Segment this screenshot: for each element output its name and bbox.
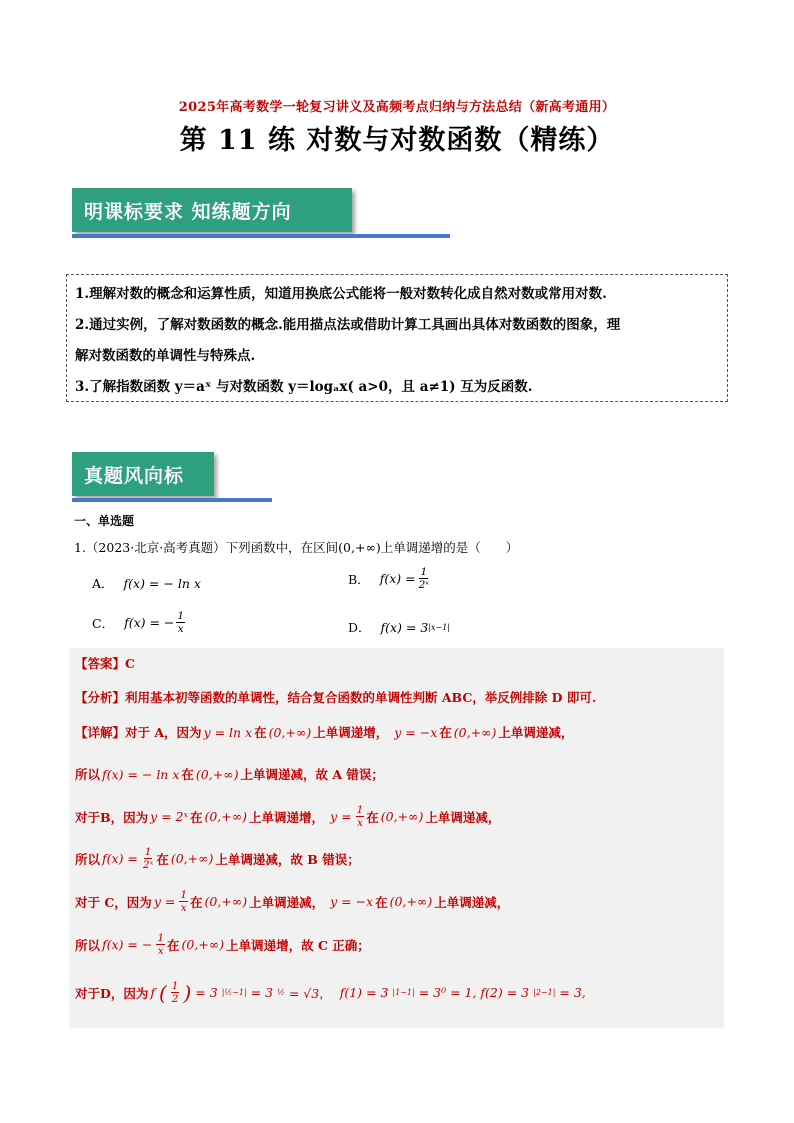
question-type-heading: 一、单选题: [74, 514, 135, 528]
requirement-item-3: 3.了解指数函数 y＝aˣ 与对数函数 y＝logₐx( a>0，且 a≠1) 互为反函数.: [75, 379, 533, 395]
section-banner-real-questions: 真题风向标: [72, 452, 214, 496]
fraction: $\frac{1}{\text{2ˣ}}$: [418, 566, 429, 591]
solution-panel: [69, 648, 724, 1028]
detail-line-4: 所以 f(x) = $\frac{1}{\text{2ˣ}}$ 在 (0,+∞) 上单调递减，故 B 错误；: [75, 846, 360, 871]
section-underline: [72, 234, 450, 238]
detail-line-2: 所以 f(x) = − ln x 在 (0,+∞) 上单调递减，故 A 错误；: [75, 766, 384, 782]
option-d[interactable]: D． f(x) = 3 |x−1|: [348, 619, 451, 635]
detail-line-1: 【详解】对于 A，因为 y = ln x 在 (0,+∞) 上单调递增， y = −x 在 (0,+∞) 上单调递减，: [75, 724, 574, 740]
fraction: $\frac{1}{2}$: [171, 980, 179, 1005]
detail-line-5: 对于 C，因为 y = $\frac{1}{x}$ 在 (0,+∞) 上单调递减， y = −x 在 (0,+∞) 上单调递减，: [75, 889, 510, 914]
detail-line-7: 对于D，因为 f ( $\frac{1}{2}$ ) = 3 |½−1| = 3 ½ = √3， f(1) = 3 |1−1| = 3⁰ = 1, f(2) = 3 |2−1| = 3,: [75, 980, 586, 1005]
option-c[interactable]: C． f(x) = − $\frac{1}{x}$: [92, 610, 185, 635]
section-banner-requirements: 明课标要求 知练题方向: [72, 188, 352, 232]
section-underline: [72, 498, 272, 502]
detail-line-6: 所以 f(x) = − $\frac{1}{x}$ 在 (0,+∞) 上单调递增，故 C 正确；: [75, 932, 370, 957]
fraction: $\frac{1}{x}$: [157, 932, 165, 957]
option-b[interactable]: B． f(x) = $\frac{1}{\text{2ˣ}}$: [348, 566, 429, 591]
requirement-item-2: 2.通过实例，了解对数函数的概念.能用描点法或借助计算工具画出具体对数函数的图象，理: [75, 317, 621, 333]
fraction: $\frac{1}{x}$: [177, 610, 185, 635]
option-a[interactable]: A． f(x) = − ln x: [92, 575, 201, 591]
document-title: 第 11 练 对数与对数函数（精练）: [179, 125, 615, 156]
requirement-item-2-cont: 解对数函数的单调性与特殊点.: [75, 348, 256, 364]
requirements-box: [66, 274, 728, 402]
analysis-line: 【分析】利用基本初等函数的单调性，结合复合函数的单调性判断 ABC，举反例排除 D 即可.: [75, 690, 597, 705]
fraction: $\frac{1}{x}$: [180, 889, 188, 914]
answer-line: 【答案】C: [75, 656, 135, 671]
document-subtitle: 2025年高考数学一轮复习讲义及高频考点归纳与方法总结（新高考通用）: [178, 100, 616, 115]
detail-line-3: 对于B，因为 y = 2ˣ 在 (0,+∞) 上单调递增， y = $\frac{1}{x}$ 在 (0,+∞) 上单调递减，: [75, 804, 501, 829]
fraction: $\frac{1}{x}$: [356, 804, 364, 829]
question-stem: 1.（2023·北京·高考真题）下列函数中，在区间(0,+∞)上单调递增的是（ ）: [74, 540, 519, 555]
requirement-item-1: 1.理解对数的概念和运算性质，知道用换底公式能将一般对数转化成自然对数或常用对数.: [75, 286, 607, 302]
fraction: $\frac{1}{\text{2ˣ}}$: [142, 846, 154, 871]
